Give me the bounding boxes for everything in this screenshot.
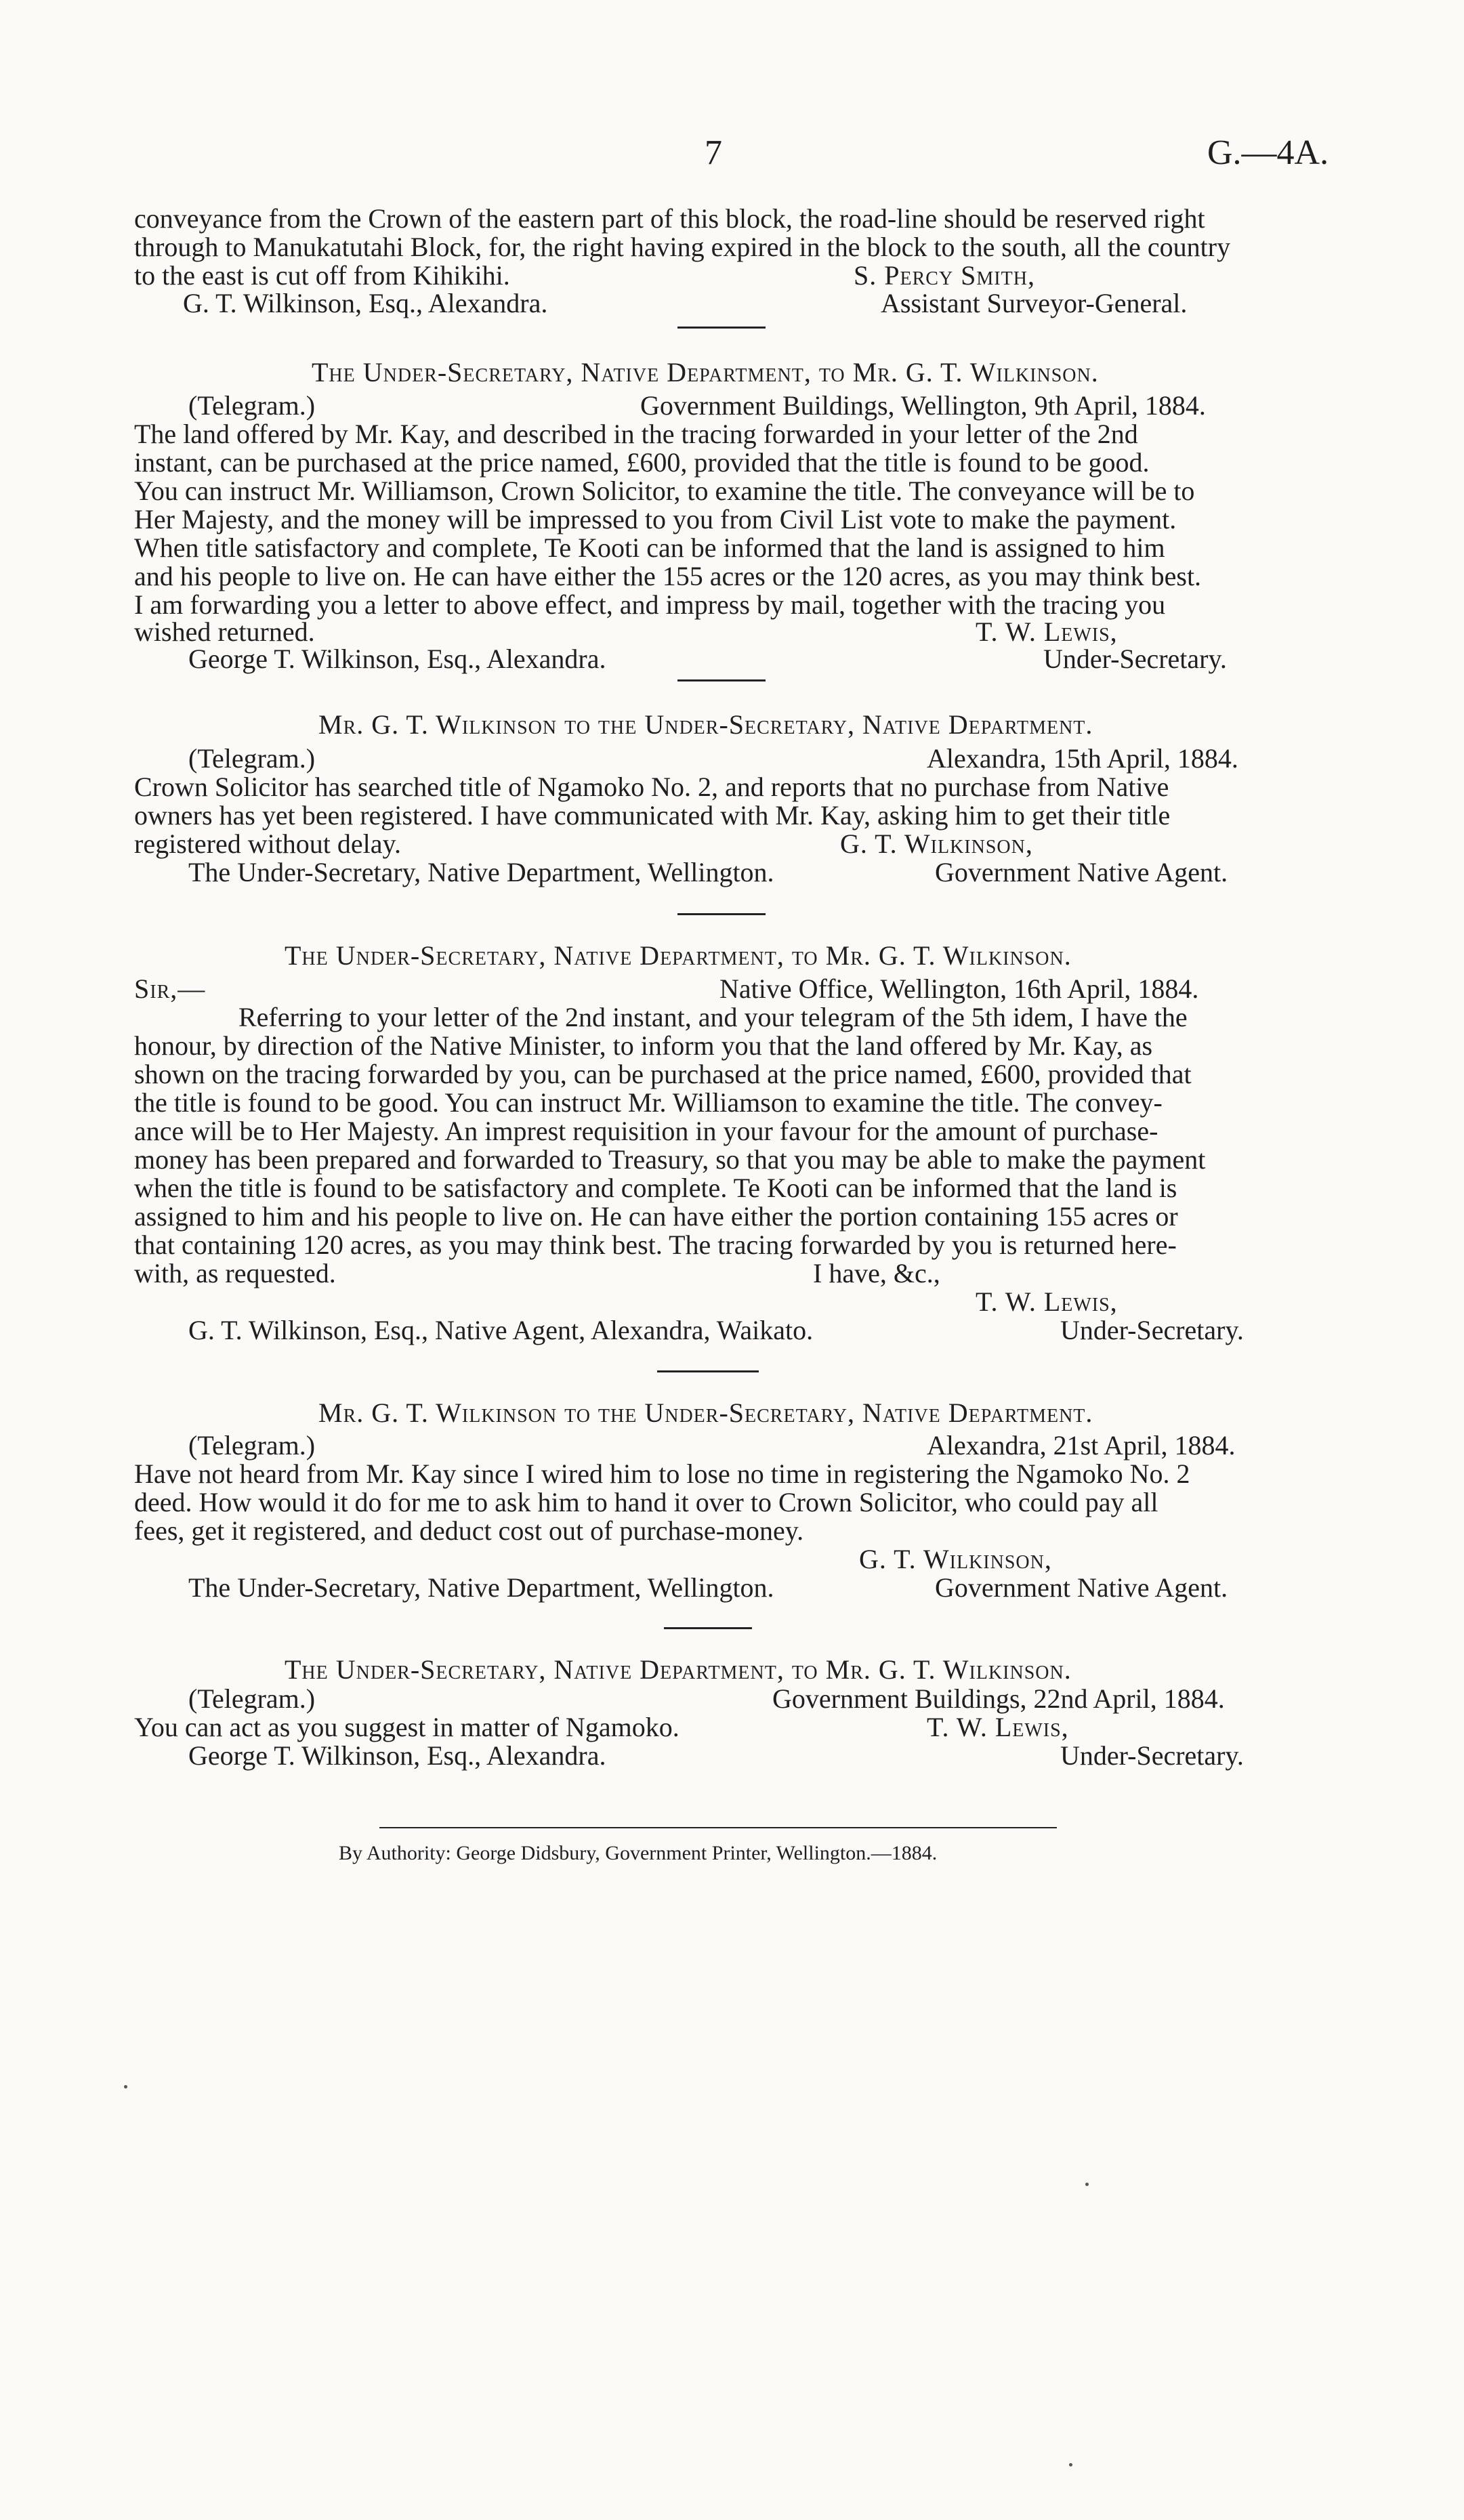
letter3-body-line: honour, by direction of the Native Minister, to inform you that the land offered by Mr. Kay, as — [134, 1030, 1153, 1061]
letter3-place-date: Native Office, Wellington, 16th April, 1884. — [719, 973, 1199, 1004]
intro-line-2: through to Manukatutahi Block, for, the right having expired in the block to the south, all the country — [134, 232, 1231, 262]
letter3-body-line: when the title is found to be satisfactory and complete. Te Kooti can be informed that the land is — [134, 1173, 1177, 1203]
letter1-place-date: Government Buildings, Wellington, 9th April, 1884. — [640, 390, 1206, 421]
letter1-addressee: George T. Wilkinson, Esq., Alexandra. — [188, 644, 606, 674]
letter2-place-date: Alexandra, 15th April, 1884. — [927, 743, 1238, 774]
imprint-text: By Authority: George Didsbury, Government Printer, Wellington.—1884. — [339, 1842, 938, 1864]
intro-addressee: G. T. Wilkinson, Esq., Alexandra. — [183, 288, 548, 318]
letter3-heading: The Under-Secretary, Native Department, to Mr. G. T. Wilkinson. — [285, 940, 1072, 971]
separator-rule — [664, 1627, 752, 1629]
intro-line-1: conveyance from the Crown of the eastern part of this block, the road-line should be reserved right — [134, 203, 1205, 234]
letter1-body-line: and his people to live on. He can have either the 155 acres or the 120 acres, as you may think best. — [134, 561, 1202, 591]
letter1-body-line: instant, can be purchased at the price named, £600, provided that the title is found to be good. — [134, 447, 1150, 478]
letter5-type: (Telegram.) — [188, 1683, 316, 1714]
separator-rule — [677, 913, 766, 915]
letter1-title: Under-Secretary. — [1043, 644, 1227, 674]
letter4-body-line: deed. How would it do for me to ask him to hand it over to Crown Solicitor, who could pay all — [134, 1487, 1158, 1517]
letter3-title: Under-Secretary. — [1060, 1315, 1244, 1345]
letter4-addressee: The Under-Secretary, Native Department, Wellington. — [188, 1572, 774, 1603]
letter3-body-line: ance will be to Her Majesty. An imprest requisition in your favour for the amount of purchase- — [134, 1116, 1158, 1146]
letter2-body-line: Crown Solicitor has searched title of Ngamoko No. 2, and reports that no purchase from Native — [134, 772, 1169, 802]
letter5-heading: The Under-Secretary, Native Department, to Mr. G. T. Wilkinson. — [285, 1654, 1072, 1685]
letter3-signer: T. W. Lewis, — [976, 1286, 1118, 1317]
separator-rule — [677, 327, 766, 329]
letter5-title: Under-Secretary. — [1060, 1740, 1244, 1771]
letter3-body-line: Referring to your letter of the 2nd instant, and your telegram of the 5th idem, I have the — [238, 1002, 1188, 1032]
document-reference: G.—4A. — [1207, 133, 1329, 172]
letter3-salutation: Sir,— — [134, 973, 206, 1004]
intro-last-line: to the east is cut off from Kihikihi. — [134, 260, 510, 291]
letter1-body-line: Her Majesty, and the money will be impressed to you from Civil List vote to make the payment. — [134, 504, 1177, 534]
letter1-body-line: The land offered by Mr. Kay, and described in the tracing forwarded in your letter of the 2nd — [134, 419, 1138, 449]
letter4-type: (Telegram.) — [188, 1430, 316, 1461]
letter3-body-line: that containing 120 acres, as you may think best. The tracing forwarded by you is returned here- — [134, 1230, 1177, 1260]
letter4-title: Government Native Agent. — [935, 1572, 1228, 1603]
letter5-addressee: George T. Wilkinson, Esq., Alexandra. — [188, 1740, 606, 1771]
intro-signer: S. Percy Smith, — [854, 260, 1035, 291]
letter2-addressee: The Under-Secretary, Native Department, Wellington. — [188, 857, 774, 887]
intro-title: Assistant Surveyor-General. — [881, 288, 1188, 318]
letter1-signer: T. W. Lewis, — [976, 616, 1118, 647]
letter1-body-line: When title satisfactory and complete, Te Kooti can be informed that the land is assigned to him — [134, 532, 1165, 563]
letter2-type: (Telegram.) — [188, 743, 316, 774]
letter3-body-line: the title is found to be good. You can instruct Mr. Williamson to examine the title. The convey- — [134, 1087, 1163, 1118]
letter4-place-date: Alexandra, 21st April, 1884. — [927, 1430, 1236, 1461]
letter3-body-line: shown on the tracing forwarded by you, can be purchased at the price named, £600, provided that — [134, 1059, 1192, 1089]
letter2-body-line: owners has yet been registered. I have communicated with Mr. Kay, asking him to get their title — [134, 800, 1171, 831]
letter5-signer: T. W. Lewis, — [927, 1712, 1069, 1742]
letter1-body-line: I am forwarding you a letter to above effect, and impress by mail, together with the tracing you — [134, 589, 1166, 620]
letter2-last-line: registered without delay. — [134, 828, 401, 859]
page-number: 7 — [705, 133, 722, 172]
letter3-body-line: assigned to him and his people to live on. He can have either the portion containing 155 acres or — [134, 1201, 1178, 1232]
letter3-last-line: with, as requested. — [134, 1258, 336, 1288]
letter5-body-line: You can act as you suggest in matter of Ngamoko. — [134, 1712, 679, 1742]
letter1-last-line: wished returned. — [134, 616, 315, 647]
letter2-title: Government Native Agent. — [935, 857, 1228, 887]
letter4-signer: G. T. Wilkinson, — [859, 1544, 1052, 1574]
letter4-body-line: Have not heard from Mr. Kay since I wired him to lose no time in registering the Ngamoko No. 2 — [134, 1458, 1190, 1489]
letter1-type: (Telegram.) — [188, 390, 316, 421]
letter1-heading: The Under-Secretary, Native Department, to Mr. G. T. Wilkinson. — [312, 357, 1099, 387]
separator-rule — [677, 679, 766, 681]
letter2-signer: G. T. Wilkinson, — [840, 828, 1033, 859]
letter4-body-line: fees, get it registered, and deduct cost out of purchase-money. — [134, 1515, 804, 1546]
letter1-body-line: You can instruct Mr. Williamson, Crown Solicitor, to examine the title. The conveyance will be to — [134, 476, 1195, 506]
letter3-closing: I have, &c., — [813, 1258, 940, 1288]
scan-speck — [124, 2085, 127, 2088]
letter3-addressee: G. T. Wilkinson, Esq., Native Agent, Alexandra, Waikato. — [188, 1315, 814, 1345]
letter2-heading: Mr. G. T. Wilkinson to the Under-Secretary, Native Department. — [318, 709, 1093, 740]
imprint-rule — [379, 1827, 1057, 1828]
scan-speck — [1069, 2463, 1072, 2466]
separator-rule — [657, 1370, 759, 1372]
letter3-body-line: money has been prepared and forwarded to Treasury, so that you may be able to make the payment — [134, 1144, 1206, 1175]
scan-speck — [1085, 2183, 1089, 2186]
letter5-place-date: Government Buildings, 22nd April, 1884. — [772, 1683, 1225, 1714]
letter4-heading: Mr. G. T. Wilkinson to the Under-Secretary, Native Department. — [318, 1398, 1093, 1428]
